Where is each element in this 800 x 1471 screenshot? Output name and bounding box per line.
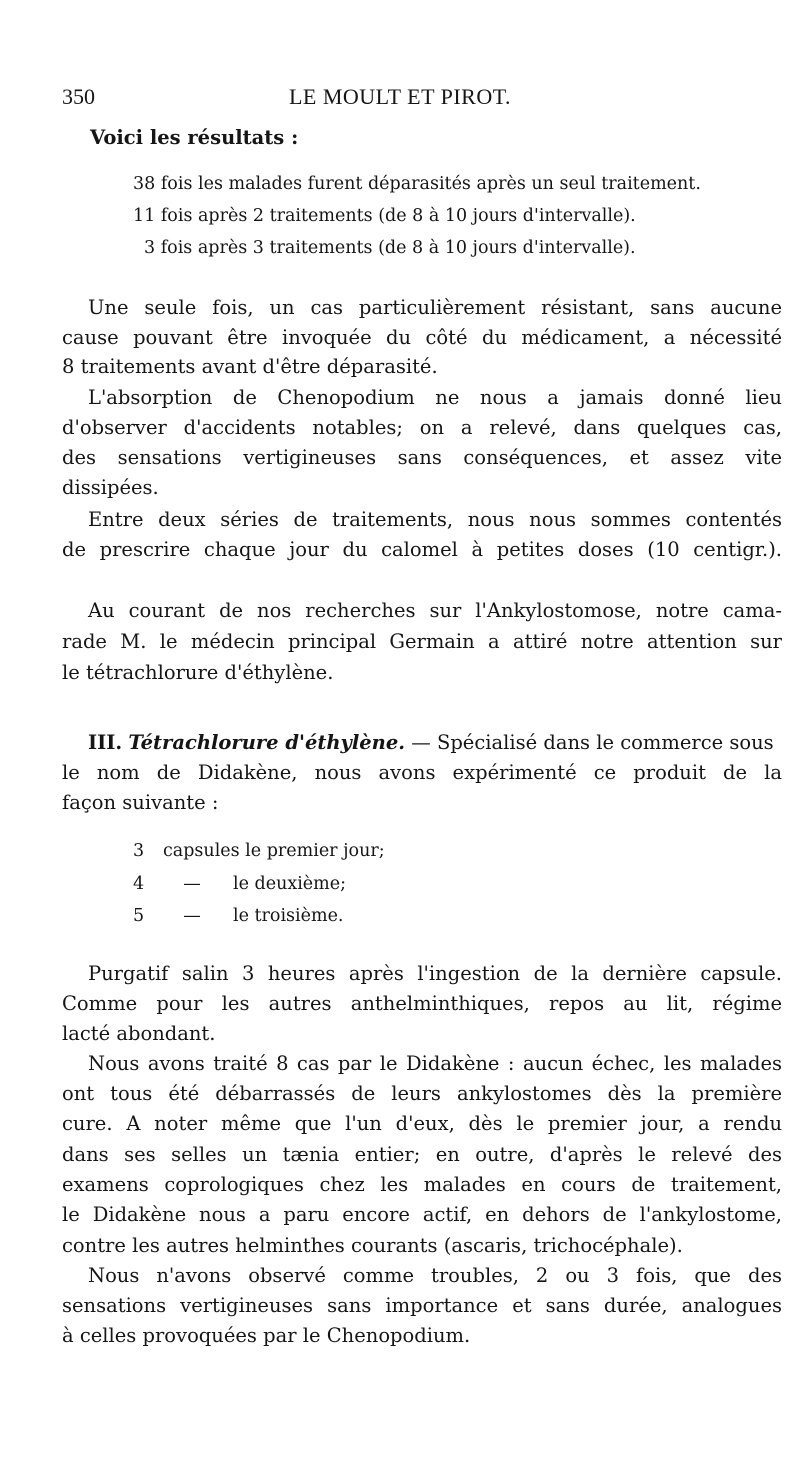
para6-line-5: examens coprologiques chez les malades en cours de traitement, [62, 1173, 782, 1196]
para6-line-6: le Didakène nous a paru encore actif, en dehors de l'ankylostome, [62, 1203, 782, 1226]
section-line-2: le nom de Didakène, nous avons expérimenté ce produit de la [62, 761, 782, 784]
page-number: 350 [62, 84, 95, 109]
para1-line-1: Une seule fois, un cas particulièrement résistant, sans aucune [88, 296, 782, 319]
dosage-count: 3 [133, 841, 145, 861]
section-heading-line [88, 733, 782, 753]
para7-line-1: Nous n'avons observé comme troubles, 2 ou 3 fois, que des [88, 1264, 782, 1287]
result-line-3: 3 fois après 3 traitements (de 8 à 10 jours d'intervalle). [144, 238, 636, 258]
result-line-2: 11 fois après 2 traitements (de 8 à 10 jours d'intervalle). [133, 206, 636, 226]
para6-line-1: Nous avons traité 8 cas par le Didakène : aucun échec, les malades [88, 1052, 782, 1075]
para3-line-2: de prescrire chaque jour du calomel à petites doses (10 centigr.). [62, 538, 782, 561]
para4-line-1: Au courant de nos recherches sur l'Ankylostomose, notre cama- [88, 599, 782, 622]
para2-line-1: L'absorption de Chenopodium ne nous a jamais donné lieu [88, 386, 782, 409]
para2-line-4: dissipées. [62, 476, 159, 499]
para6-line-7: contre les autres helminthes courants (ascaris, trichocéphale). [62, 1234, 683, 1257]
para5-line-3: lacté abondant. [62, 1022, 216, 1045]
dosage-row [133, 876, 346, 894]
section-number: III. [88, 731, 123, 754]
dosage-text: capsules le premier jour; [163, 841, 385, 861]
para4-line-3: le tétrachlorure d'éthylène. [62, 661, 334, 684]
dosage-ditto: — [183, 874, 201, 894]
section-line-3: façon suivante : [62, 791, 219, 814]
para4-line-2: rade M. le médecin principal Germain a attiré notre attention sur [62, 630, 782, 653]
dosage-text: le deuxième; [233, 874, 347, 894]
intro-line: Voici les résultats : [90, 126, 299, 149]
para2-line-3: des sensations vertigineuses sans conséquences, et assez vite [62, 446, 782, 469]
page-header [62, 84, 738, 114]
section-line1-rest: — Spécialisé dans le commerce sous [411, 731, 774, 754]
section-title: Tétrachlorure d'éthylène. [128, 731, 406, 754]
para5-line-2: Comme pour les autres anthelminthiques, repos au lit, régime [62, 992, 782, 1015]
dosage-ditto: — [183, 906, 201, 926]
para6-line-2: ont tous été débarrassés de leurs ankylostomes dès la première [62, 1082, 782, 1105]
para6-line-4: dans ses selles un tænia entier; en outre, d'après le relevé des [62, 1143, 782, 1166]
para5-line-1: Purgatif salin 3 heures après l'ingestion de la dernière capsule. [88, 962, 782, 985]
para1-line-2: cause pouvant être invoquée du côté du médicament, a nécessité [62, 326, 782, 349]
result-line-1: 38 fois les malades furent déparasités après un seul traitement. [133, 174, 701, 194]
dosage-text: le troisième. [233, 906, 344, 926]
para7-line-3: à celles provoquées par le Chenopodium. [62, 1324, 471, 1347]
para7-line-2: sensations vertigineuses sans importance et sans durée, analogues [62, 1294, 782, 1317]
para1-line-3: 8 traitements avant d'être déparasité. [62, 355, 438, 378]
dosage-row [133, 843, 385, 861]
dosage-count: 4 [133, 874, 145, 894]
dosage-row [133, 908, 344, 926]
running-title: LE MOULT ET PIROT. [288, 84, 512, 109]
para2-line-2: d'observer d'accidents notables; on a relevé, dans quelques cas, [62, 416, 782, 439]
para6-line-3: cure. A noter même que l'un d'eux, dès le premier jour, a rendu [62, 1112, 782, 1135]
para3-line-1: Entre deux séries de traitements, nous nous sommes contentés [88, 508, 782, 531]
dosage-count: 5 [133, 906, 145, 926]
